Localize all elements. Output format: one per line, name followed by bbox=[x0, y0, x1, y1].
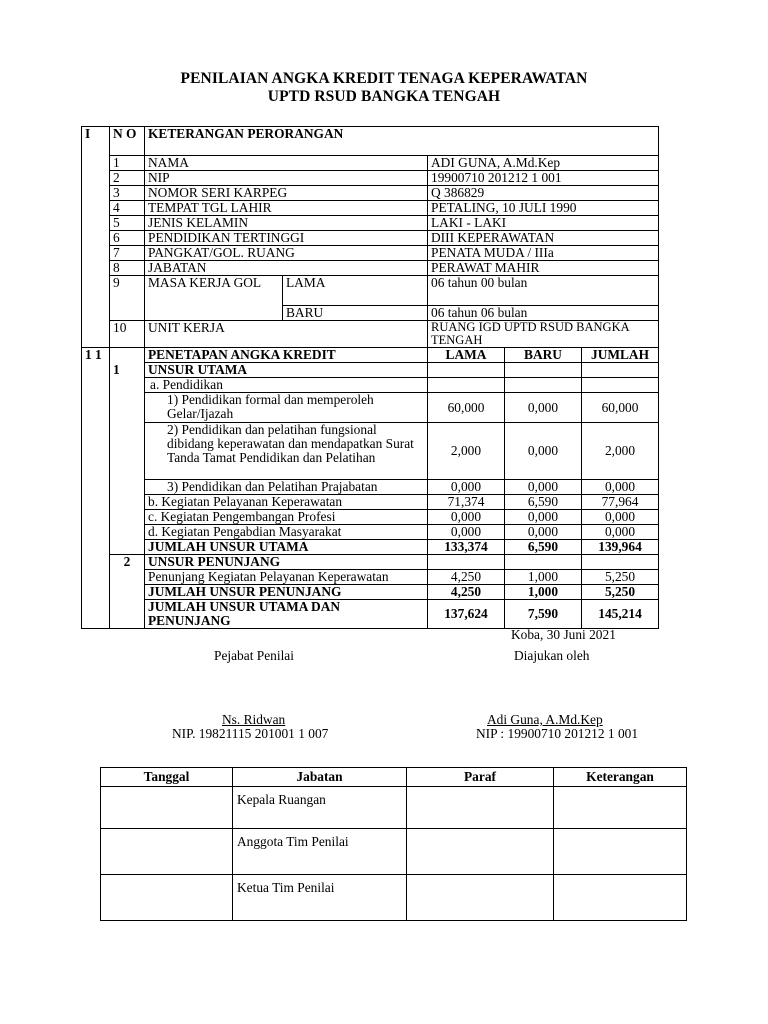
blank-cell bbox=[110, 393, 145, 423]
total-baru: 6,590 bbox=[505, 540, 582, 555]
section-roman-1: I bbox=[82, 127, 110, 156]
section1-header: KETERANGAN PERORANGAN bbox=[145, 127, 659, 156]
row-no: 4 bbox=[110, 201, 145, 216]
place-date: Koba, 30 Juni 2021 bbox=[511, 627, 616, 642]
blank-cell bbox=[82, 171, 110, 186]
col-baru-header: BARU bbox=[505, 348, 582, 363]
blank-cell bbox=[505, 363, 582, 378]
row-no: 3 bbox=[110, 186, 145, 201]
pendidikan-item: 1) Pendidikan formal dan memperoleh Gelar/Ijazah bbox=[145, 393, 428, 423]
submitter-title: Diajukan oleh bbox=[514, 648, 590, 663]
row-no: 8 bbox=[110, 261, 145, 276]
row-no: 5 bbox=[110, 216, 145, 231]
total-jumlah: 139,964 bbox=[582, 540, 659, 555]
value-lama: 0,000 bbox=[428, 525, 505, 540]
blank-cell bbox=[110, 510, 145, 525]
value-baru: 0,000 bbox=[505, 423, 582, 480]
masa-kerja-baru-label: BARU bbox=[283, 306, 428, 321]
paraf-cell[interactable] bbox=[407, 875, 554, 921]
row-no: 6 bbox=[110, 231, 145, 246]
document-title: PENILAIAN ANGKA KREDIT TENAGA KEPERAWATAN bbox=[180, 70, 588, 87]
section2-header: PENETAPAN ANGKA KREDIT bbox=[145, 348, 428, 363]
unsur-utama-label: UNSUR UTAMA bbox=[145, 363, 428, 378]
blank-cell bbox=[110, 585, 145, 600]
value-lama: 4,250 bbox=[428, 570, 505, 585]
row-no: 1 bbox=[110, 156, 145, 171]
blank-cell bbox=[82, 540, 110, 555]
paraf-cell[interactable] bbox=[407, 787, 554, 829]
blank-cell bbox=[505, 555, 582, 570]
grand-total-label: JUMLAH UNSUR UTAMA DAN PENUNJANG bbox=[145, 600, 428, 629]
tanggal-cell[interactable] bbox=[101, 787, 233, 829]
value-jumlah: 0,000 bbox=[582, 480, 659, 495]
row-value: 19900710 201212 1 001 bbox=[428, 171, 659, 186]
blank-cell bbox=[82, 231, 110, 246]
assessor-name: Ns. Ridwan bbox=[222, 712, 286, 727]
blank-cell bbox=[110, 348, 145, 363]
blank-cell bbox=[110, 378, 145, 393]
grand-total-baru: 7,590 bbox=[505, 600, 582, 629]
grand-total-lama: 137,624 bbox=[428, 600, 505, 629]
tanggal-cell[interactable] bbox=[101, 875, 233, 921]
blank-cell bbox=[82, 186, 110, 201]
unsur-utama-no: 1 bbox=[110, 363, 145, 378]
submitter-name: Adi Guna, A.Md.Kep bbox=[487, 712, 603, 727]
row-label: PANGKAT/GOL. RUANG bbox=[145, 246, 428, 261]
header-jabatan: Jabatan bbox=[233, 768, 407, 787]
jabatan-cell: Kepala Ruangan bbox=[233, 787, 407, 829]
kegiatan-item: c. Kegiatan Pengembangan Profesi bbox=[145, 510, 428, 525]
row-label: NOMOR SERI KARPEG bbox=[145, 186, 428, 201]
value-lama: 0,000 bbox=[428, 510, 505, 525]
blank-cell bbox=[82, 423, 110, 480]
total-baru: 1,000 bbox=[505, 585, 582, 600]
blank-cell bbox=[505, 378, 582, 393]
row-value: ADI GUNA, A.Md.Kep bbox=[428, 156, 659, 171]
unsur-penunjang-label: UNSUR PENUNJANG bbox=[145, 555, 428, 570]
assessor-nip: NIP. 19821115 201001 1 007 bbox=[172, 726, 329, 741]
blank-cell bbox=[82, 156, 110, 171]
blank-cell bbox=[82, 216, 110, 231]
value-baru: 0,000 bbox=[505, 480, 582, 495]
row-label: PENDIDIKAN TERTINGGI bbox=[145, 231, 428, 246]
kegiatan-item: b. Kegiatan Pelayanan Keperawatan bbox=[145, 495, 428, 510]
row-no: 10 bbox=[110, 321, 145, 348]
keterangan-cell[interactable] bbox=[554, 875, 687, 921]
blank-cell bbox=[82, 600, 110, 629]
value-jumlah: 60,000 bbox=[582, 393, 659, 423]
value-baru: 6,590 bbox=[505, 495, 582, 510]
blank-cell bbox=[82, 393, 110, 423]
blank-cell bbox=[582, 363, 659, 378]
tanggal-cell[interactable] bbox=[101, 829, 233, 875]
blank-cell bbox=[82, 555, 110, 570]
row-no: 7 bbox=[110, 246, 145, 261]
blank-cell bbox=[428, 378, 505, 393]
assessor-title: Pejabat Penilai bbox=[214, 648, 294, 663]
credit-assessment-table bbox=[81, 126, 659, 629]
value-jumlah: 5,250 bbox=[582, 570, 659, 585]
blank-cell bbox=[110, 480, 145, 495]
blank-cell bbox=[82, 570, 110, 585]
keterangan-cell[interactable] bbox=[554, 829, 687, 875]
document-subtitle: UPTD RSUD BANGKA TENGAH bbox=[267, 88, 501, 105]
masa-kerja-lama-value: 06 tahun 00 bulan bbox=[428, 276, 659, 306]
blank-cell bbox=[82, 480, 110, 495]
row-value: PERAWAT MAHIR bbox=[428, 261, 659, 276]
row-label: JENIS KELAMIN bbox=[145, 216, 428, 231]
grand-total-jumlah: 145,214 bbox=[582, 600, 659, 629]
blank-cell bbox=[82, 378, 110, 393]
value-baru: 0,000 bbox=[505, 393, 582, 423]
header-paraf: Paraf bbox=[407, 768, 554, 787]
blank-cell bbox=[82, 525, 110, 540]
paraf-cell[interactable] bbox=[407, 829, 554, 875]
blank-cell bbox=[110, 600, 145, 629]
masa-kerja-baru-value: 06 tahun 06 bulan bbox=[428, 306, 659, 321]
value-jumlah: 77,964 bbox=[582, 495, 659, 510]
blank-cell bbox=[110, 525, 145, 540]
unit-kerja-label: UNIT KERJA bbox=[145, 321, 428, 348]
kegiatan-item: d. Kegiatan Pengabdian Masyarakat bbox=[145, 525, 428, 540]
value-jumlah: 0,000 bbox=[582, 510, 659, 525]
total-unsur-utama-label: JUMLAH UNSUR UTAMA bbox=[145, 540, 428, 555]
blank-cell bbox=[82, 306, 110, 321]
row-label: NIP bbox=[145, 171, 428, 186]
blank-cell bbox=[82, 321, 110, 348]
blank-cell bbox=[110, 495, 145, 510]
value-jumlah: 2,000 bbox=[582, 423, 659, 480]
value-baru: 0,000 bbox=[505, 510, 582, 525]
row-label: TEMPAT TGL LAHIR bbox=[145, 201, 428, 216]
blank-cell bbox=[582, 555, 659, 570]
blank-cell bbox=[82, 585, 110, 600]
keterangan-cell[interactable] bbox=[554, 787, 687, 829]
pendidikan-item: 2) Pendidikan dan pelatihan fungsional dibidang keperawatan dan mendapatkan Surat Tanda Tamat Pendidikan dan Pelatihan bbox=[145, 423, 428, 480]
row-value: Q 386829 bbox=[428, 186, 659, 201]
masa-kerja-lama-label: LAMA bbox=[283, 276, 428, 306]
value-lama: 2,000 bbox=[428, 423, 505, 480]
row-value: PENATA MUDA / IIIa bbox=[428, 246, 659, 261]
blank-cell bbox=[82, 276, 110, 306]
blank-cell bbox=[82, 261, 110, 276]
value-jumlah: 0,000 bbox=[582, 525, 659, 540]
total-unsur-penunjang-label: JUMLAH UNSUR PENUNJANG bbox=[145, 585, 428, 600]
value-lama: 60,000 bbox=[428, 393, 505, 423]
row-no: 9 bbox=[110, 276, 145, 321]
total-jumlah: 5,250 bbox=[582, 585, 659, 600]
total-lama: 133,374 bbox=[428, 540, 505, 555]
jabatan-cell: Anggota Tim Penilai bbox=[233, 829, 407, 875]
header-keterangan: Keterangan bbox=[554, 768, 687, 787]
penunjang-item: Penunjang Kegiatan Pelayanan Keperawatan bbox=[145, 570, 428, 585]
blank-cell bbox=[110, 540, 145, 555]
pendidikan-label: a. Pendidikan bbox=[145, 378, 428, 393]
submitter-nip: NIP : 19900710 201212 1 001 bbox=[476, 726, 639, 741]
blank-cell bbox=[82, 510, 110, 525]
approval-table bbox=[100, 767, 687, 921]
pendidikan-item: 3) Pendidikan dan Pelatihan Prajabatan bbox=[145, 480, 428, 495]
value-lama: 71,374 bbox=[428, 495, 505, 510]
value-baru: 1,000 bbox=[505, 570, 582, 585]
row-no: 2 bbox=[110, 171, 145, 186]
blank-cell bbox=[428, 555, 505, 570]
blank-cell bbox=[82, 201, 110, 216]
blank-cell bbox=[428, 363, 505, 378]
unit-kerja-value: RUANG IGD UPTD RSUD BANGKA TENGAH bbox=[428, 321, 659, 348]
section-roman-2: 1 1 bbox=[82, 348, 110, 378]
row-value: DIII KEPERAWATAN bbox=[428, 231, 659, 246]
blank-cell bbox=[582, 378, 659, 393]
row-value: PETALING, 10 JULI 1990 bbox=[428, 201, 659, 216]
col-jumlah-header: JUMLAH bbox=[582, 348, 659, 363]
row-label: JABATAN bbox=[145, 261, 428, 276]
masa-kerja-label: MASA KERJA GOL bbox=[145, 276, 283, 321]
header-tanggal: Tanggal bbox=[101, 768, 233, 787]
blank-cell bbox=[82, 246, 110, 261]
unsur-penunjang-no: 2 bbox=[110, 555, 145, 570]
total-lama: 4,250 bbox=[428, 585, 505, 600]
jabatan-cell: Ketua Tim Penilai bbox=[233, 875, 407, 921]
row-value: LAKI - LAKI bbox=[428, 216, 659, 231]
value-lama: 0,000 bbox=[428, 480, 505, 495]
row-label: NAMA bbox=[145, 156, 428, 171]
no-header: N O bbox=[110, 127, 145, 156]
blank-cell bbox=[110, 570, 145, 585]
blank-cell bbox=[110, 423, 145, 480]
value-baru: 0,000 bbox=[505, 525, 582, 540]
blank-cell bbox=[82, 495, 110, 510]
col-lama-header: LAMA bbox=[428, 348, 505, 363]
